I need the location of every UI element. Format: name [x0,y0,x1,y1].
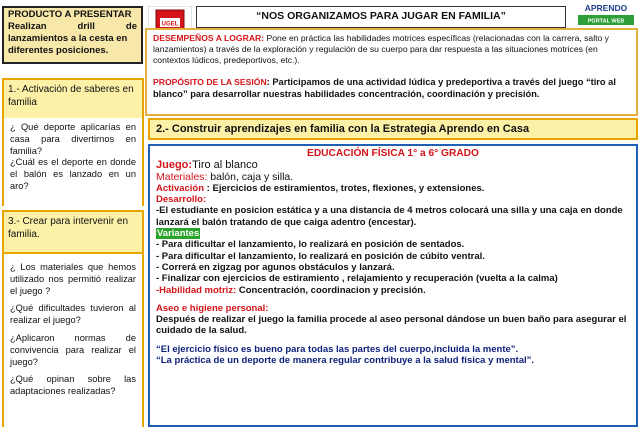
aseo-label: Aseo e higiene personal: [156,302,269,314]
logo-text: UGEL [161,21,179,28]
desarrollo-label: Desarrollo: [156,194,207,206]
desempenos-paragraph [147,33,636,66]
proposito-text: : Participamos de una actividad lúdica y predeportiva a través del juego “tiro al blanco” para desarrollar nuestras habilidades concentración, coordinación y precisión. [153,77,616,99]
product-line-1 [8,21,137,33]
activacion-heading: 1.- Activación de saberes en familia [2,78,144,122]
variante-item: - Correrá en zigzag por agunos obstáculos y lanzará. [156,261,395,273]
question-item: ¿ Qué deporte aplicarías en casa para divertirnos en familia? [10,122,136,156]
materiales-label: Materiales: [156,170,208,183]
activacion-value: : Ejercicios de estiramientos, trotes, flexiones, y extensiones. [204,182,485,194]
question-item: ¿Cuál es el deporte en donde el balón es lanzado en un aro? [10,157,136,191]
section-banner: 2.- Construir aprendizajes en familia con la Estrategia Aprendo en Casa [148,118,638,140]
juego-label: Juego: [156,159,193,172]
question-item: ¿ Los materiales que hemos utilizado nos permitió realizar el juego ? [10,262,136,296]
variantes-heading-row [156,228,630,239]
variante-item: - Para dificultar el lanzamiento, lo realizará en posición de sentados. [156,239,465,251]
habilidad-label: -Habilidad motriz: [156,284,237,296]
materiales-line [156,172,630,183]
activacion-questions [2,118,144,206]
materiales-value: balón, caja y silla. [207,170,294,183]
desempenos-panel [145,28,638,116]
desempenos-label: DESEMPEÑOS A LOGRAR: [153,33,265,43]
crear-questions [2,254,144,427]
variante-item: - Finalizar con ejercicios de estiramiento , relajamiento y recuperación (vuelta a la calma) [156,273,558,285]
crear-heading: 3.- Crear para intervenir en familia. [2,210,144,254]
question-item: ¿Qué opinan sobre las adaptaciones realizadas? [10,374,136,397]
product-title: PRODUCTO A PRESENTAR [8,9,132,20]
juego-value: Tiro al blanco [192,159,258,172]
product-word: drill [77,21,95,32]
habilidad-line [156,285,630,296]
main-content [148,144,638,427]
page-title: “NOS ORGANIZAMOS PARA JUGAR EN FAMILIA” [196,6,566,28]
proposito-paragraph [147,76,636,100]
aprendo-logo [572,0,640,28]
habilidad-value: Concentración, coordinacion y precisión. [236,284,426,296]
activacion-label: Activación [156,182,205,194]
variante-item: - Para dificultar el lanzamiento, lo realizará en posición de cúbito ventral. [156,250,485,262]
question-item: ¿Qué dificultades tuvieron al realizar el juego? [10,303,136,326]
product-line-3: diferentes posiciones. [8,45,109,56]
desarrollo-text: -El estudiante en posicion estática y a una distancia de 4 metros colocará una silla y una caja en donde lanzará el balón tratando de que caiga adentro (encestar). [156,205,623,228]
product-line-2: lanzamientos a la cesta en [8,33,128,44]
aseo-text: Después de realizar el juego la familia procede al aseo personal dándose un buen baño para asegurar el cuidado de la salud. [156,314,627,337]
quote-1: “El ejercicio físico es bueno para todas las partes del cuerpo,incluida la mente”. [156,343,519,355]
quote-2: “La práctica de un deporte de manera regular contribuye a la salud física y mental”. [156,355,535,367]
activacion-line [156,183,630,194]
aprendo-brand: APRENDO [584,3,628,13]
aprendo-sub: PORTAL WEB [587,18,625,25]
variantes-label: Variantes [157,228,200,240]
subject-title: EDUCACIÓN FÍSICA 1° a 6° GRADO [307,148,479,159]
question-item: ¿Aplicaron normas de convivencia para realizar el juego? [10,332,136,367]
product-word: Realizan [8,21,47,32]
product-word: de [125,21,137,32]
proposito-label: PROPÓSITO DE LA SESIÓN [153,77,267,87]
desempenos-text: Pone en práctica las habilidades motrices específicas (relacionadas con la carrera, salto y lanzamientos) a través de la exploración y regulación de su cuerpo para dar respuesta a las situaciones motrices (en contextos lúdicos, predeportivos, etc.). [153,33,609,65]
product-box [2,6,143,64]
